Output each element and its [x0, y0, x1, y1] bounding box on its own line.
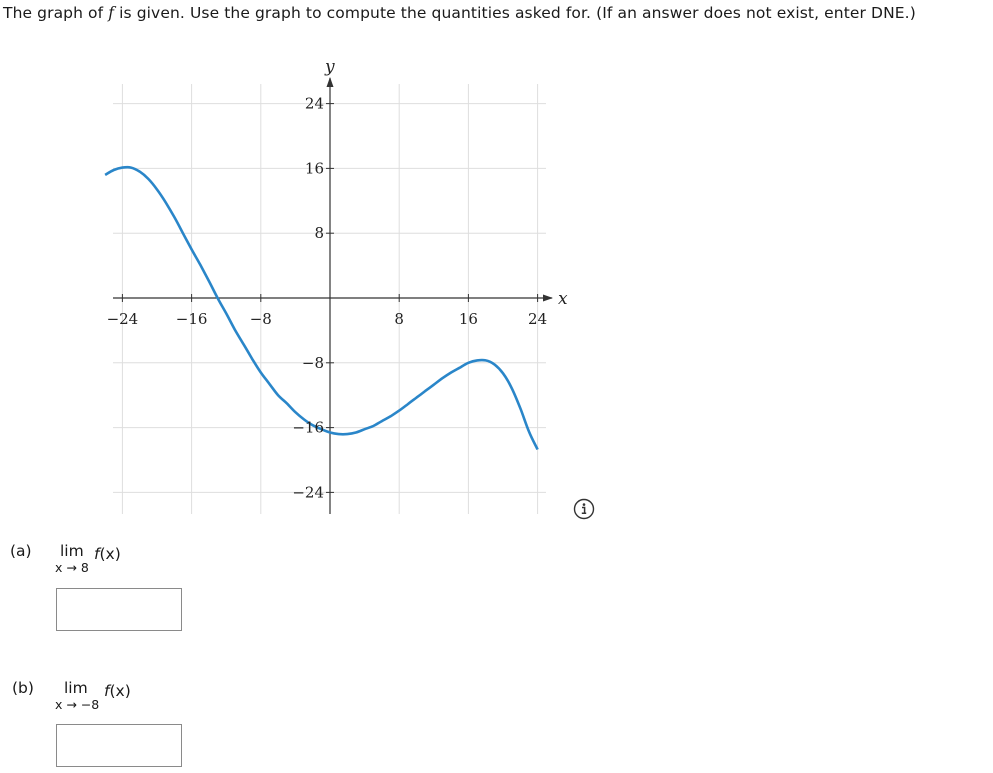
- x-axis-arrow: [543, 295, 553, 302]
- x-axis-label: x: [558, 289, 568, 309]
- y-tick-label: 8: [314, 224, 324, 243]
- instructions-function-name: f: [108, 4, 115, 22]
- x-tick-label: 24: [528, 310, 548, 328]
- y-tick-label: −16: [292, 418, 324, 437]
- part-b-function-arg: (x): [109, 682, 131, 700]
- y-tick-label: 16: [304, 159, 324, 178]
- part-a-lim-subscript: x → 8: [55, 560, 89, 575]
- axes: [113, 77, 553, 514]
- y-axis-arrow: [327, 77, 334, 87]
- part-b-answer-input[interactable]: [56, 724, 182, 767]
- x-tick-label: 8: [394, 310, 404, 328]
- instructions-before: The graph of: [3, 4, 109, 22]
- part-a-letter: (a): [10, 542, 32, 560]
- part-b-lim: lim: [64, 679, 88, 697]
- part-b-function: [104, 682, 131, 700]
- y-tick-label: −8: [301, 353, 324, 372]
- part-b-letter: (b): [12, 679, 34, 697]
- part-a-function: [94, 545, 121, 563]
- y-axis-label: y: [325, 57, 335, 77]
- x-tick-label: −8: [249, 310, 272, 328]
- x-tick-label: −24: [106, 310, 139, 328]
- curve-group: [105, 167, 537, 449]
- info-circle-icon[interactable]: [573, 498, 595, 520]
- y-tick-label: 24: [304, 94, 324, 113]
- part-a-function-arg: (x): [99, 545, 121, 563]
- part-b-function-name: f: [104, 682, 110, 700]
- part-a-function-name: f: [94, 545, 100, 563]
- part-a-lim: lim: [60, 542, 84, 560]
- function-curve: [105, 167, 537, 449]
- part-a-answer-input[interactable]: [56, 588, 182, 631]
- y-tick-label: −24: [292, 483, 324, 502]
- part-b-lim-subscript: x → −8: [55, 697, 100, 712]
- x-tick-label: 16: [458, 310, 478, 328]
- x-tick-label: −16: [175, 310, 208, 328]
- instructions-after: is given. Use the graph to compute the quantities asked for. (If an answer does not exist, enter DNE.): [114, 4, 916, 22]
